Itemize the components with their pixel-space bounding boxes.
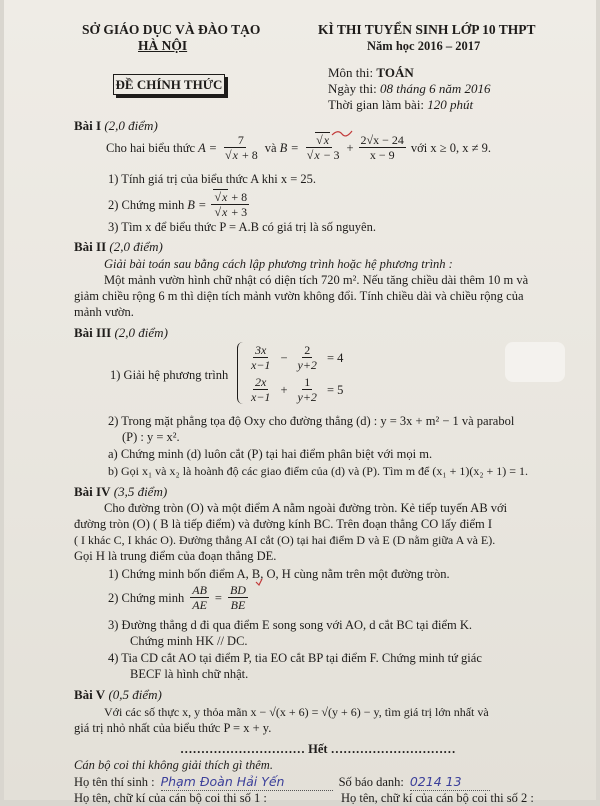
q2-d1: AE [192, 598, 207, 612]
signature-1-label: Họ tên, chữ kí của cán bộ coi thi số 1 : [74, 791, 267, 805]
bai1-q3: 3) Tìm x để biểu thức P = A.B có giá trị là số nguyên. [108, 220, 376, 234]
bai3-heading [74, 325, 168, 341]
expr-b2-fraction [359, 133, 406, 162]
paper-glare [505, 342, 565, 382]
bai4-title: Bài IV [74, 484, 111, 499]
bai2-points: (2,0 điểm) [109, 239, 163, 254]
sbd-label: Số báo danh: [338, 775, 404, 789]
bai4-q4-line1: 4) Tia CD cắt AO tại điểm P, tia EO cắt BP tại điểm F. Chứng minh tứ giác [108, 651, 482, 665]
eq1-n1: 3x [255, 343, 267, 357]
bai2-line1: Một mảnh vườn hình chữ nhật có diện tích 720 m². Nếu tăng chiều dài thêm 10 m và [104, 273, 529, 287]
bai4-q2-text: 2) Chứng minh [108, 590, 185, 605]
bai4-q2 [108, 583, 250, 612]
bai1-q2-lhs: B = [187, 197, 207, 212]
candidate-label: Họ tên thí sinh : [74, 775, 155, 789]
candidate-name: Phạm Đoàn Hải Yến [161, 774, 333, 791]
bai5-heading [74, 687, 162, 703]
eq1-d1: x−1 [251, 358, 271, 372]
bai4-line3: ( I khác C, I khác O). Đường thẳng AI cắt (O) tại hai điểm D và E (D nằm giữa A và E). [74, 533, 496, 547]
expr-b2-num: 2√x − 24 [360, 133, 404, 147]
equation-brace [237, 342, 246, 404]
bai2-line2: giảm chiều rộng 6 m thì diện tích mảnh vườn không đổi. Tính chiều dài và chiều rộng của [74, 289, 524, 303]
bai1-intro-a: Cho hai biểu thức [106, 140, 196, 155]
bai4-q3-line2: Chứng minh HK // DC. [130, 634, 248, 648]
eq2-n1: 2x [255, 375, 267, 389]
bai1-title: Bài I [74, 118, 102, 133]
signature-2-label: Họ tên, chữ kí của cán bộ coi thi số 2 : [341, 791, 534, 805]
bai4-q4-line2: BECF là hình chữ nhật. [130, 667, 249, 681]
bai2-heading [74, 239, 163, 255]
bai4-heading [74, 484, 167, 500]
expr-b-fraction: √ x √ x − 3 [304, 133, 342, 162]
bai2-line3: mảnh vườn. [74, 305, 134, 319]
candidate-line [74, 774, 490, 791]
bai4-q3-line1: 3) Đường thẳng d đi qua điểm E song song với AO, d cắt BC tại điểm K. [108, 618, 473, 632]
bai1-intro-c: với x ≥ 0, x ≠ 9. [410, 140, 491, 155]
bai4-q1: 1) Chứng minh bốn điểm A, B, O, H cùng nằm trên một đường tròn. [108, 567, 450, 581]
bai5-points: (0,5 điểm) [108, 687, 162, 702]
sbd-value: 0214 13 [410, 774, 490, 791]
bai5-line1: Với các số thực x, y thỏa mãn x − √(x + 6) = √(y + 6) − y, tìm giá trị lớn nhất và [104, 705, 489, 719]
eq2-n2: 1 [304, 375, 311, 389]
duration-label: Thời gian làm bài: [328, 97, 425, 112]
bai1-q2-text: 2) Chứng minh [108, 197, 185, 212]
q2-eq: = [214, 590, 222, 605]
bai3-q1-label: 1) Giải hệ phương trình [110, 368, 229, 382]
date-line [328, 81, 491, 97]
bai3-q2-line2: (P) : y = x². [122, 430, 180, 444]
bai1-q2-fraction: √ x + 8 √ x + 3 [211, 190, 249, 219]
subject-line [328, 65, 414, 81]
date-value: 08 tháng 6 năm 2016 [380, 81, 491, 96]
bai4-line2: đường tròn (O) ( B là tiếp điểm) và đường kính BC. Trên đoạn thẳng CO lấy điểm I [74, 517, 493, 531]
expr-a-fraction: 7 √ x + 8 [222, 133, 260, 162]
duration-line [328, 97, 473, 113]
expr-a-num: 7 [237, 133, 244, 147]
expr-b-lhs: B = [279, 140, 299, 155]
exam-title: KÌ THI TUYỂN SINH LỚP 10 THPT [318, 22, 536, 37]
eq2-d1: x−1 [251, 390, 271, 404]
plus-sign: + [346, 140, 354, 155]
official-label: ĐỀ CHÍNH THỨC [113, 74, 225, 95]
bai1-points: (2,0 điểm) [104, 118, 158, 133]
eq2-d2: y+2 [297, 390, 317, 404]
bai2-instruction: Giải bài toán sau bằng cách lập phương trình hoặc hệ phương trình : [104, 257, 453, 271]
eq1-n2: 2 [304, 343, 311, 357]
bai3-title: Bài III [74, 325, 112, 340]
q2-n2: BD [229, 583, 246, 597]
bai2-title: Bài II [74, 239, 107, 254]
bai1-q2-num: + 8 [231, 190, 248, 204]
system-eq1 [247, 343, 343, 372]
subject-value: TOÁN [376, 65, 414, 80]
bai1-intro [106, 133, 491, 162]
q2-n1: AB [192, 583, 207, 597]
bai4-points: (3,5 điểm) [113, 484, 168, 499]
bai3-points: (2,0 điểm) [114, 325, 168, 340]
date-label: Ngày thi: [328, 81, 377, 96]
red-tick-mark [254, 577, 264, 587]
eq2-op: + [280, 382, 288, 397]
bai3-qb: b) Gọi x₁ và x₂ là hoành độ các giao điểm của (d) và (P). Tìm m để (x₁ + 1)(x₂ + 1) = 1. [108, 464, 529, 478]
bai5-line2: giá trị nhỏ nhất của biểu thức P = x + y. [74, 721, 272, 735]
q2-d2: BE [230, 598, 246, 612]
bai1-heading [74, 118, 158, 134]
eq1-d2: y+2 [297, 358, 317, 372]
eq2-rhs: = 5 [326, 382, 344, 397]
eq1-rhs: = 4 [326, 350, 344, 365]
bai1-q1: 1) Tính giá trị của biểu thức A khi x = 25. [108, 172, 317, 186]
expr-b-den: − 3 [323, 148, 340, 162]
bai1-q2 [108, 190, 251, 219]
bai4-line4: Gọi H là trung điểm của đoạn thẳng DE. [74, 549, 277, 563]
eq1-op: − [280, 350, 288, 365]
bai3-q2-line1: 2) Trong mặt phẳng tọa độ Oxy cho đường thẳng (d) : y = 3x + m² − 1 và parabol [108, 414, 515, 428]
expr-a-den: + 8 [241, 148, 258, 162]
bai1-q2-den: + 3 [231, 205, 248, 219]
system-eq2 [247, 375, 343, 404]
bai5-title: Bài V [74, 687, 106, 702]
bai4-line1: Cho đường tròn (O) và một điểm A nằm ngoài đường tròn. Kẻ tiếp tuyến AB với [104, 501, 508, 515]
expr-b2-den: x − 9 [369, 148, 395, 162]
school-year: Năm học 2016 – 2017 [367, 39, 481, 53]
department-name: SỞ GIÁO DỤC VÀ ĐÀO TẠO [82, 22, 261, 37]
expr-a-lhs: A = [198, 140, 218, 155]
subject-label: Môn thi: [328, 65, 374, 80]
duration-value: 120 phút [427, 97, 474, 112]
end-marker: ………………………… Hết ………………………… [180, 742, 456, 756]
bai1-intro-b: và [264, 140, 277, 155]
bai3-qa: a) Chứng minh (d) luôn cắt (P) tại hai điểm phân biệt với mọi m. [108, 447, 433, 461]
proctor-note: Cán bộ coi thi không giải thích gì thêm. [74, 758, 273, 772]
department-city: HÀ NỘI [138, 38, 188, 53]
red-pen-mark [330, 128, 354, 138]
